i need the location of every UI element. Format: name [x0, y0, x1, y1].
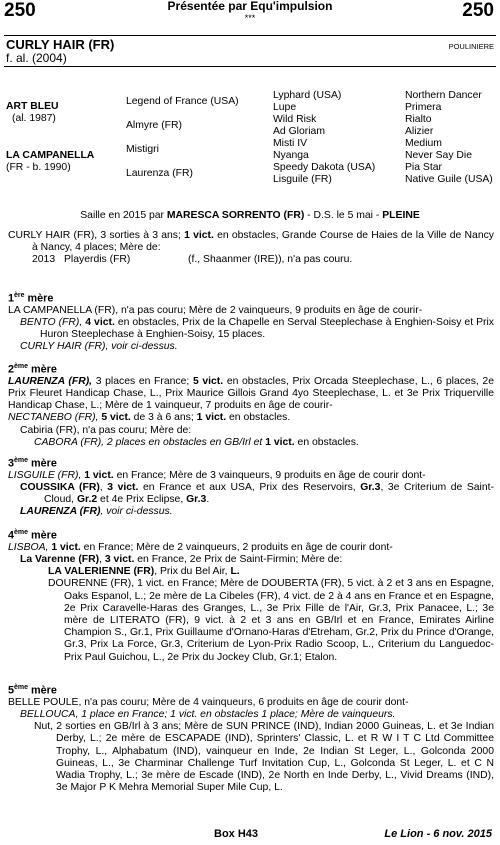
top-rule	[4, 35, 496, 36]
ped-g2: Laurenza (FR)	[126, 168, 193, 179]
section-title: 5ème mère	[8, 684, 57, 697]
ped-g4: Never Say Die	[405, 150, 472, 161]
horse-name: CURLY HAIR (FR)	[6, 37, 115, 52]
ped-g4: Native Guile (USA)	[405, 174, 493, 185]
ped-g3: Nyanga	[273, 150, 309, 161]
dam-info: (FR - b. 1990)	[6, 162, 71, 173]
ped-g2: Mistigri	[126, 144, 159, 155]
ped-g4: Pia Star	[405, 162, 442, 173]
section-title: 1ère mère	[8, 292, 54, 305]
ped-g3: Misti IV	[273, 138, 308, 149]
ped-g3: Lupe	[273, 102, 297, 113]
sire: ART BLEU	[6, 101, 59, 112]
dam: LA CAMPANELLA	[6, 150, 95, 161]
stars: ***	[244, 13, 256, 23]
ped-g4: Primera	[405, 102, 442, 113]
sale-venue: Le Lion - 6 nov. 2015	[384, 828, 492, 840]
fifth-dam: 5ème mère BELLE POULE, n'a pas couru; Mère de 4 vainqueurs, 6 produits en âge de courir dont- BELLOUCA, 1 place en France; 1 vict. en obstacles 1 place; Mère de vainqueurs. Nut, 2 sorties en GB/Irl à 3 ans; Mère de SUN PRINCE (IND), Indian 2000 Guineas, L. et 3e Indian Derby, L.; 2e mère de ESCAPADE (IND), Sprinters' Classic, L. et R W I T C Ltd Committee Trophy, L., Alphabatum (IND), vainqueur en Inde, 2e Indian St Leger, L., Golconda 2000 Guineas, L., 3e Charminar Challenge Turf Invitation Cup, L., Golconda St Leger, L. et C N Wadia Trophy, L.; 3e mère de Escade (IND), 2e North en Inde Derby, L., Vivid Dreams (IND), 3e Major P K Mehra Memorial Super Mile Cup, L.	[8, 684, 494, 794]
ped-g2: Legend of France (USA)	[126, 96, 239, 107]
section-title: 3ème mère	[8, 457, 57, 470]
saillie-line: Saille en 2015 par MARESCA SORRENTO (FR) - D.S. le 5 mai - PLEINE	[80, 210, 420, 221]
section-title: 4ème mère	[8, 529, 57, 542]
ped-g3: Ad Gloriam	[273, 126, 325, 137]
presenter: Présentée par Equ'impulsion	[167, 0, 333, 13]
ped-g2: Almyre (FR)	[126, 120, 182, 131]
lot-number-left: 250	[4, 0, 36, 21]
fourth-dam: 4ème mère LISBOA, 1 vict. en France; Mère de 2 vainqueurs, 2 produits en âge de courir dont- La Varenne (FR), 3 vict. en France, 2e Prix de Saint-Firmin; Mère de: LA VALERIENNE (FR), Prix du Bel Air, L. DOURENNE (FR), 1 vict. en France; Mère de DOUBERTA (FR), 5 vict. à 2 et 3 ans en Espagne, Oaks Espanol, L.; 2e mère de La Cibeles (FR), 4 vict. de 2 à 4 ans en France et en Espagne, 2e Prix Caravelle-Haras des Granges, L., 3e Prix Fille de l'Air, Gr.3, Prix Panacee, L.; 3e mère de LITERATO (FR), 9 vict. à 2 et 3 ans en GB/Irl et en France, Emirates Airline Champion S., Gr.1, Prix Guillaume d'Ornano-Haras d'Etreham, Gr.2, Prix du Prince d'Orange, Gr.3, Prix La Force, Gr.3, Criterium de Lyon-Prix Radio Scoop, L., Criterium du Languedoc-Prix Paul Guichou, L., 2e Prix du Jockey Club, Gr.1; Etalon.	[8, 529, 494, 663]
ped-g4: Northern Dancer	[405, 90, 482, 101]
pedigree-rule	[4, 66, 496, 67]
ped-g3: Speedy Dakota (USA)	[273, 162, 376, 173]
performance-block: CURLY HAIR (FR), 3 sorties à 3 ans; 1 vict. en obstacles, Grande Course de Haies de la Ville de Nancy à Nancy, 4 places; Mère de: 2013 Playerdis (FR) (f., Shaanmer (IRE)), n'a pas couru.	[8, 230, 494, 266]
ped-g4: Alizier	[405, 126, 434, 137]
section-title: 2ème mère	[8, 363, 57, 376]
lot-number-right: 250	[462, 0, 494, 21]
third-dam: 3ème mère LISGUILE (FR), 1 vict. en France; Mère de 3 vainqueurs, 9 produits en âge de courir dont- COUSSIKA (FR), 3 vict. en France et aux USA, Prix des Reservoirs, Gr.3, 3e Criterium de Saint-Cloud, Gr.2 et 4e Prix Eclipse, Gr.3. LAURENZA (FR), voir ci-dessus.	[8, 457, 494, 518]
box-number: Box H43	[214, 828, 259, 840]
horse-type: POULINIERE	[448, 42, 494, 51]
ped-g3: Lyphard (USA)	[273, 90, 342, 101]
ped-g3: Lisguile (FR)	[273, 174, 332, 185]
first-dam: 1ère mère LA CAMPANELLA (FR), n'a pas couru; Mère de 2 vainqueurs, 9 produits en âge de courir- BENTO (FR), 4 vict. en obstacles, Prix de la Chapelle en Serval Steeplechase à Enghien-Soisy et Prix Huron Steeplechase à Enghien-Soisy, 15 places. CURLY HAIR (FR), voir ci-dessus.	[8, 292, 494, 353]
sire-info: (al. 1987)	[12, 113, 56, 124]
horse-sub: f. al. (2004)	[6, 51, 67, 65]
second-dam: 2ème mère LAURENZA (FR), 3 places en France; 5 vict. en obstacles, Prix Orcada Steeplechase, L., 6 places, 2e Prix Fleuret Handicap Chase, L., Prix Maurice Gillois Grand 4yo Steeplechase, L. et 3e Prix Triquerville Handicap Chase, L.; Mère de 1 vainqueur, 7 produits en âge de courir- NECTANEBO (FR), 5 vict. de 3 à 6 ans; 1 vict. en obstacles. Cabiria (FR), n'a pas couru; Mère de: CABORA (FR), 2 places en obstacles en GB/Irl et 1 vict. en obstacles.	[8, 363, 494, 448]
ped-g4: Medium	[405, 138, 442, 149]
ped-g3: Wild Risk	[273, 114, 317, 125]
ped-g4: Rialto	[405, 114, 432, 125]
